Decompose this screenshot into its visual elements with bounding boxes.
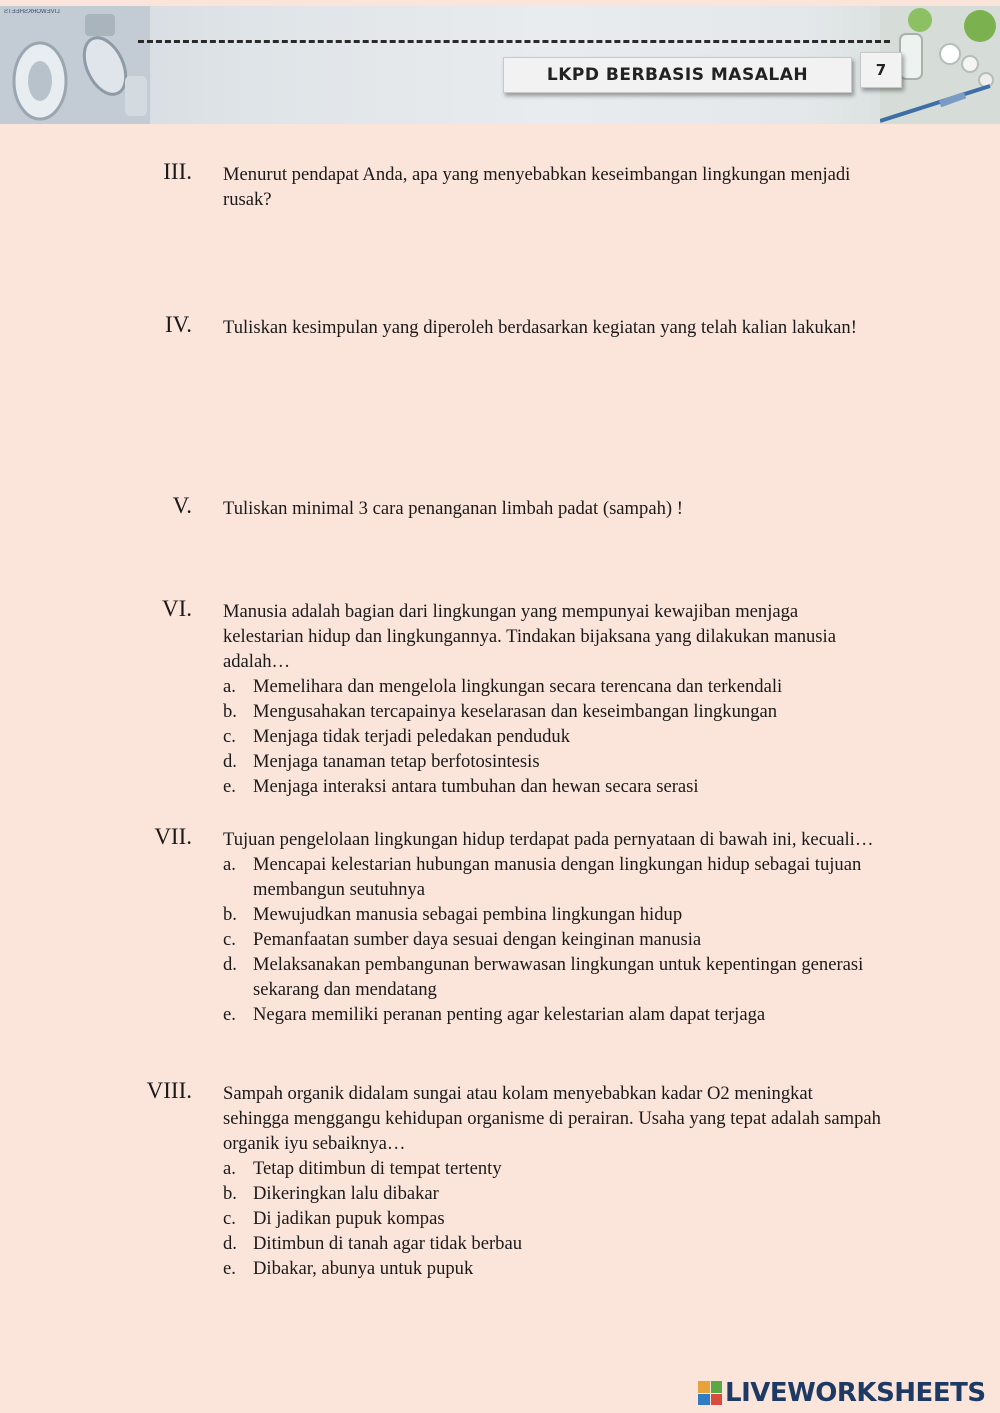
option-text: Pemanfaatan sumber daya sesuai dengan keinginan manusia (253, 929, 702, 950)
option-letter: e. (223, 1258, 236, 1279)
logo-square-4 (711, 1394, 723, 1406)
option-text: Tetap ditimbun di tempat tertenty (253, 1158, 502, 1179)
answer-option-d[interactable] (223, 952, 883, 1002)
question-text: Menurut pendapat Anda, apa yang menyebabkan keseimbangan lingkungan menjadi rusak? (223, 164, 851, 210)
liveworksheets-logo[interactable] (698, 1378, 986, 1408)
answer-option-e[interactable] (223, 1002, 883, 1027)
option-text: Dibakar, abunya untuk pupuk (253, 1258, 474, 1279)
option-text: Dikeringkan lalu dibakar (253, 1183, 439, 1204)
option-letter: d. (223, 954, 237, 975)
question-number: IV. (164, 312, 192, 337)
option-letter: a. (223, 1158, 236, 1179)
answer-option-a[interactable] (223, 852, 883, 902)
option-letter: a. (223, 676, 236, 697)
header-dashed-line (138, 40, 890, 43)
option-letter: c. (223, 1208, 236, 1229)
option-letter: d. (223, 1233, 237, 1254)
option-text: Melaksanakan pembangunan berwawasan lingkungan untuk kepentingan generasi sekarang dan mendatang (253, 954, 864, 1000)
liveworksheets-logo-icon (698, 1381, 722, 1405)
option-text: Memelihara dan mengelola lingkungan secara terencana dan terkendali (253, 676, 783, 697)
option-text: Mencapai kelestarian hubungan manusia dengan lingkungan hidup sebagai tujuan membangun seutuhnya (253, 854, 862, 900)
answer-option-d[interactable] (223, 1231, 883, 1256)
option-letter: e. (223, 776, 236, 797)
option-letter: c. (223, 929, 236, 950)
mirrored-watermark: LIVEWORKSHEETS (4, 9, 60, 15)
answer-options (223, 674, 883, 799)
option-text: Negara memiliki peranan penting agar kelestarian alam dapat terjaga (253, 1004, 766, 1025)
question-number: VI. (161, 596, 192, 621)
option-text: Mewujudkan manusia sebagai pembina lingkungan hidup (253, 904, 683, 925)
option-letter: e. (223, 1004, 236, 1025)
option-letter: b. (223, 701, 237, 722)
answer-options (223, 852, 883, 1027)
page-number: 7 (860, 52, 902, 88)
option-letter: b. (223, 1183, 237, 1204)
option-text: Di jadikan pupuk kompas (253, 1208, 445, 1229)
question-number: VIII. (146, 1078, 192, 1103)
option-letter: b. (223, 904, 237, 925)
answer-option-e[interactable] (223, 1256, 883, 1281)
answer-option-b[interactable] (223, 1181, 883, 1206)
option-letter: d. (223, 751, 237, 772)
option-text: Menjaga interaksi antara tumbuhan dan hewan secara serasi (253, 776, 699, 797)
question-number: III. (163, 159, 192, 184)
answer-option-b[interactable] (223, 902, 883, 927)
logo-square-2 (711, 1381, 723, 1393)
question-number: VII. (154, 824, 192, 849)
answer-option-a[interactable] (223, 1156, 883, 1181)
answer-option-e[interactable] (223, 774, 883, 799)
logo-square-1 (698, 1381, 710, 1393)
question-body (223, 599, 883, 799)
question-body (223, 827, 883, 1027)
answer-option-c[interactable] (223, 724, 883, 749)
option-text: Ditimbun di tanah agar tidak berbau (253, 1233, 523, 1254)
question-text: Manusia adalah bagian dari lingkungan yang mempunyai kewajiban menjaga kelestarian hidup dan lingkungannya. Tindakan bijaksana yang dilakukan manusia adalah… (223, 601, 836, 672)
lab-equipment-image-left (0, 6, 150, 124)
answer-option-a[interactable] (223, 674, 883, 699)
option-text: Mengusahakan tercapainya keselarasan dan keseimbangan lingkungan (253, 701, 778, 722)
question-text: Tuliskan minimal 3 cara penanganan limbah padat (sampah) ! (223, 498, 683, 519)
question-text: Sampah organik didalam sungai atau kolam menyebabkan kadar O2 meningkat sehingga menggangu kehidupan organisme di perairan. Usaha yang tepat adalah sampah organik iyu sebaiknya… (223, 1083, 881, 1154)
logo-text: LIVEWORKSHEETS (725, 1378, 986, 1408)
worksheet-title: LKPD BERBASIS MASALAH (503, 57, 852, 93)
logo-square-3 (698, 1394, 710, 1406)
answer-option-b[interactable] (223, 699, 883, 724)
option-letter: a. (223, 854, 236, 875)
answer-option-c[interactable] (223, 927, 883, 952)
option-letter: c. (223, 726, 236, 747)
question-text: Tuliskan kesimpulan yang diperoleh berdasarkan kegiatan yang telah kalian lakukan! (223, 317, 857, 338)
option-text: Menjaga tanaman tetap berfotosintesis (253, 751, 540, 772)
question-number: V. (172, 493, 192, 518)
question-text: Tujuan pengelolaan lingkungan hidup terdapat pada pernyataan di bawah ini, kecuali… (223, 829, 874, 850)
answer-option-d[interactable] (223, 749, 883, 774)
question-body (223, 1081, 883, 1281)
option-text: Menjaga tidak terjadi peledakan penduduk (253, 726, 571, 747)
answer-options (223, 1156, 883, 1281)
answer-option-c[interactable] (223, 1206, 883, 1231)
